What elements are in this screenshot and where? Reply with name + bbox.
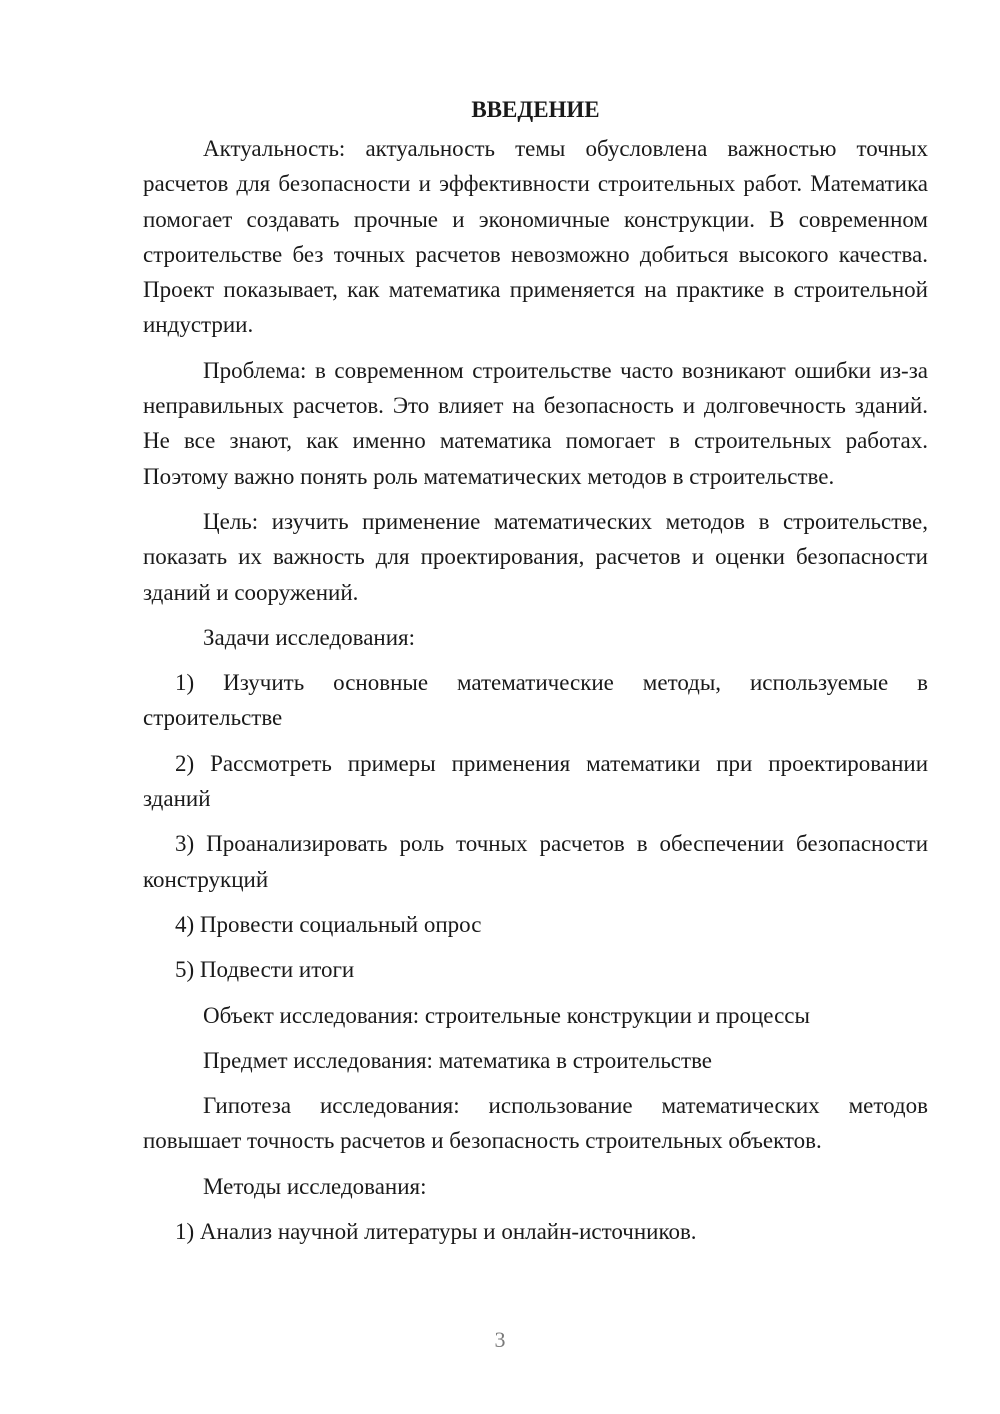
section-title: ВВЕДЕНИЕ xyxy=(471,97,600,122)
methods-heading: Методы исследования: xyxy=(203,1173,427,1199)
paragraph-problem: Проблема: в современном строительстве часто возникают ошибки из-за неправильных расчетов. Это влияет на безопасность и долговечность зданий. Не все знают, как именно математика помогает в строительных работах. Поэтому важно понять роль математических методов в строительстве. xyxy=(143,357,928,489)
task-item: 5) Подвести итоги xyxy=(175,957,355,983)
tasks-heading: Задачи исследования: xyxy=(203,624,416,650)
task-item: 2) Рассмотреть примеры применения математики при проектировании зданий xyxy=(143,750,928,812)
page-number: 3 xyxy=(494,1327,506,1352)
method-item: 1) Анализ научной литературы и онлайн-источников. xyxy=(175,1219,697,1245)
research-subject: Предмет исследования: математика в строительстве xyxy=(203,1047,712,1073)
research-hypothesis: Гипотеза исследования: использование математических методов повышает точность расчетов и безопасность строительных объектов. xyxy=(143,1093,928,1154)
task-item: 3) Проанализировать роль точных расчетов в обеспечении безопасности конструкций xyxy=(143,831,928,892)
research-object: Объект исследования: строительные конструкции и процессы xyxy=(203,1002,810,1028)
task-item: 4) Провести социальный опрос xyxy=(175,911,482,937)
paragraph-relevance: Актуальность: актуальность темы обусловлена важностью точных расчетов для безопасности и эффективности строительных работ. Математика помогает создавать прочные и экономичные конструкции. В современном строительстве без точных расчетов невозможно добиться высокого качества. Проект показывает, как математика применяется на практике в строительной индустрии. xyxy=(143,136,928,338)
paragraph-goal: Цель: изучить применение математических методов в строительстве, показать их важность для проектирования, расчетов и оценки безопасности зданий и сооружений. xyxy=(143,508,928,605)
task-item: 1) Изучить основные математические методы, используемые в строительстве xyxy=(143,670,928,731)
document-page xyxy=(143,92,928,1259)
